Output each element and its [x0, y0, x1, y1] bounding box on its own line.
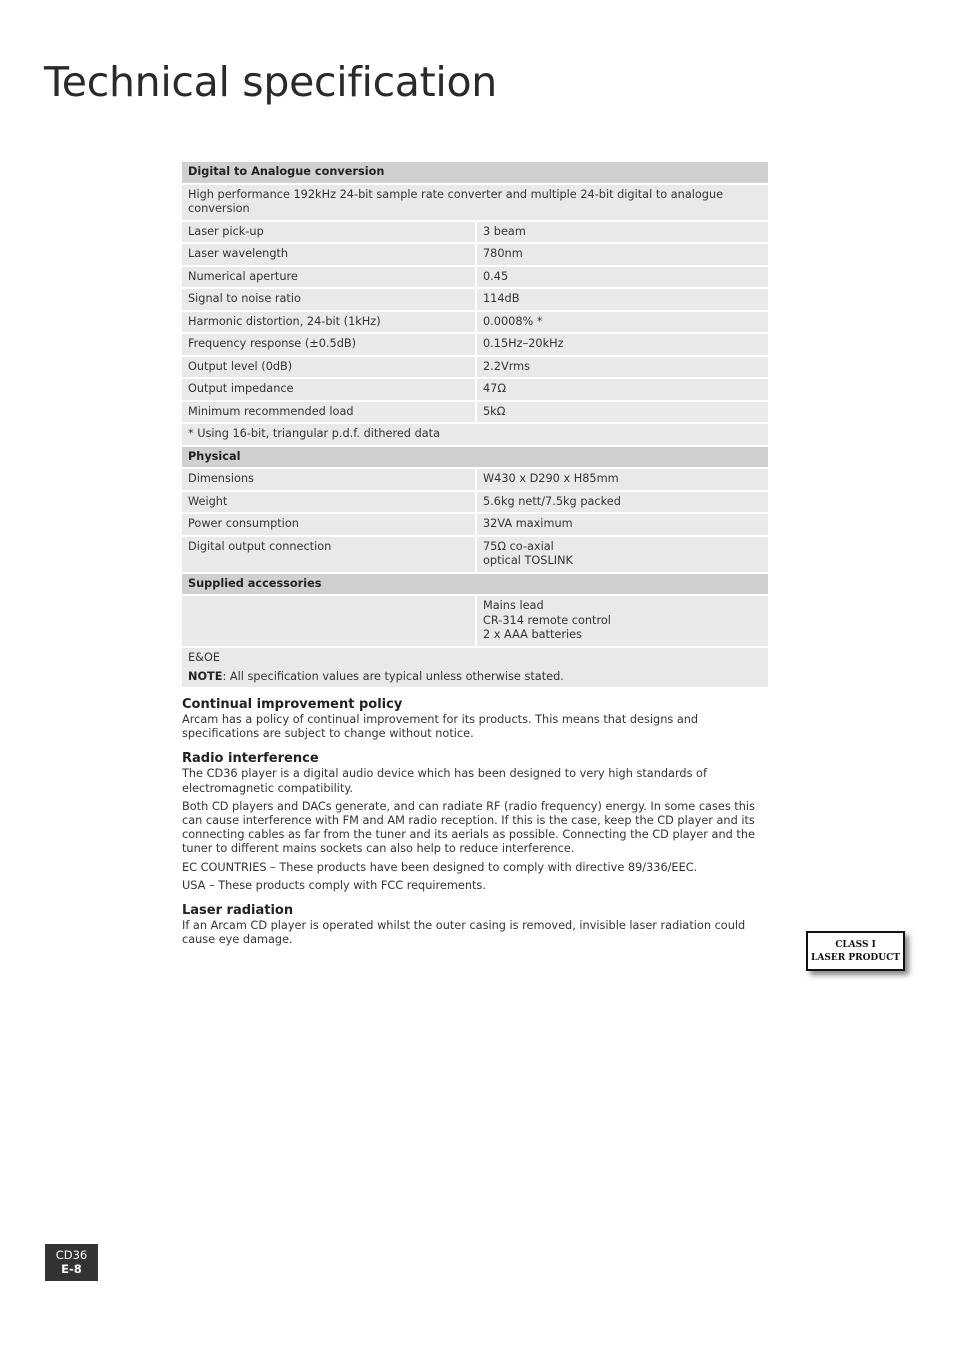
row-label: Laser wavelength: [182, 244, 477, 265]
table-row: [182, 289, 768, 310]
table-row: [182, 537, 768, 572]
row-value: 114dB: [477, 289, 768, 310]
table-row: [182, 469, 768, 490]
row-value: [477, 537, 768, 572]
footnote: * Using 16-bit, triangular p.d.f. dithered data: [182, 424, 768, 445]
row-label: Dimensions: [182, 469, 477, 490]
value-line: optical TOSLINK: [483, 554, 573, 567]
laser-class-label: [806, 931, 905, 971]
row-label: Laser pick-up: [182, 222, 477, 243]
row-label: Harmonic distortion, 24-bit (1kHz): [182, 312, 477, 333]
table-row: [182, 492, 768, 513]
section-paragraph: Arcam has a policy of continual improvement for its products. This means that designs and specifications are subject to change without notice.: [182, 713, 699, 741]
row-label: Frequency response (±0.5dB): [182, 334, 477, 355]
section-heading: Radio interference: [182, 751, 319, 767]
note-label: NOTE: [188, 670, 223, 683]
row-label: Weight: [182, 492, 477, 513]
row-label: Minimum recommended load: [182, 402, 477, 423]
section-paragraph: USA – These products comply with FCC requirements.: [182, 878, 486, 892]
table-row: [182, 424, 768, 445]
table-row: [182, 312, 768, 333]
section-paragraph: If an Arcam CD player is operated whilst the outer casing is removed, invisible laser radiation could cause eye damage.: [182, 919, 746, 947]
accessory-item: 2 x AAA batteries: [483, 628, 582, 641]
row-value: 47Ω: [477, 379, 768, 400]
info-sections: [182, 697, 768, 957]
accessories-list: [477, 596, 768, 646]
accessory-item: CR-314 remote control: [483, 613, 611, 627]
row-label: Output level (0dB): [182, 357, 477, 378]
note-text: : All specification values are typical unless otherwise stated.: [222, 670, 564, 683]
table-row: [182, 514, 768, 535]
table-section-header: [182, 162, 768, 183]
section-header-accessories: Supplied accessories: [182, 574, 768, 595]
table-row: [182, 648, 768, 669]
table-row: [182, 222, 768, 243]
accessory-item: Mains lead: [483, 599, 544, 612]
value-line: 75Ω co-axial: [483, 539, 554, 553]
row-value: 5.6kg nett/7.5kg packed: [477, 492, 768, 513]
row-label: Numerical aperture: [182, 267, 477, 288]
section-header-dac: Digital to Analogue conversion: [182, 162, 768, 183]
row-value: 0.45: [477, 267, 768, 288]
improvement-section: [182, 697, 768, 741]
row-value: 3 beam: [477, 222, 768, 243]
table-row: [182, 379, 768, 400]
row-label: Output impedance: [182, 379, 477, 400]
row-label: Digital output connection: [182, 537, 477, 572]
page-title: Technical specification: [44, 58, 497, 106]
laser-section: [182, 903, 768, 947]
section-paragraph: The CD36 player is a digital audio device which has been designed to very high standards of electromagnetic compatibility.: [182, 767, 707, 795]
row-label: Signal to noise ratio: [182, 289, 477, 310]
row-value: W430 x D290 x H85mm: [477, 469, 768, 490]
table-row: [182, 596, 768, 646]
dac-intro: High performance 192kHz 24-bit sample rate converter and multiple 24-bit digital to analogue conversion: [182, 185, 768, 220]
section-paragraph: Both CD players and DACs generate, and can radiate RF (radio frequency) energy. In some cases this can cause interference with FM and AM radio reception. If this is the case, keep the CD player and its connecting cables as far from the tuner and its aerials as possible. Connecting the CD player and the tuner to different mains sockets can also help to reduce interference.: [182, 799, 755, 856]
laser-label-line: LASER PRODUCT: [811, 952, 900, 963]
section-heading: Laser radiation: [182, 903, 294, 919]
table-row: [182, 402, 768, 423]
section-heading: Continual improvement policy: [182, 697, 403, 712]
table-row: [182, 267, 768, 288]
section-header-physical: Physical: [182, 447, 768, 468]
row-value: 32VA maximum: [477, 514, 768, 535]
page-footer-tab: [45, 1244, 98, 1281]
row-value: 780nm: [477, 244, 768, 265]
laser-label-line: CLASS I: [835, 940, 876, 950]
eoe-note: E&OE: [182, 648, 768, 669]
row-label: Power consumption: [182, 514, 477, 535]
page-number: E-8: [61, 1262, 82, 1276]
table-row: [182, 357, 768, 378]
note-box: [182, 667, 768, 687]
row-value: 0.0008% *: [477, 312, 768, 333]
row-value: 0.15Hz–20kHz: [477, 334, 768, 355]
table-row: [182, 334, 768, 355]
spec-table: [182, 160, 768, 670]
row-label-empty: [182, 596, 477, 646]
table-section-header: [182, 447, 768, 468]
row-value: 5kΩ: [477, 402, 768, 423]
section-paragraph: EC COUNTRIES – These products have been designed to comply with directive 89/336/EEC.: [182, 860, 698, 874]
table-row: [182, 244, 768, 265]
table-row: [182, 185, 768, 220]
model-name: CD36: [55, 1248, 88, 1262]
row-value: 2.2Vrms: [477, 357, 768, 378]
radio-section: [182, 751, 768, 893]
table-section-header: [182, 574, 768, 595]
